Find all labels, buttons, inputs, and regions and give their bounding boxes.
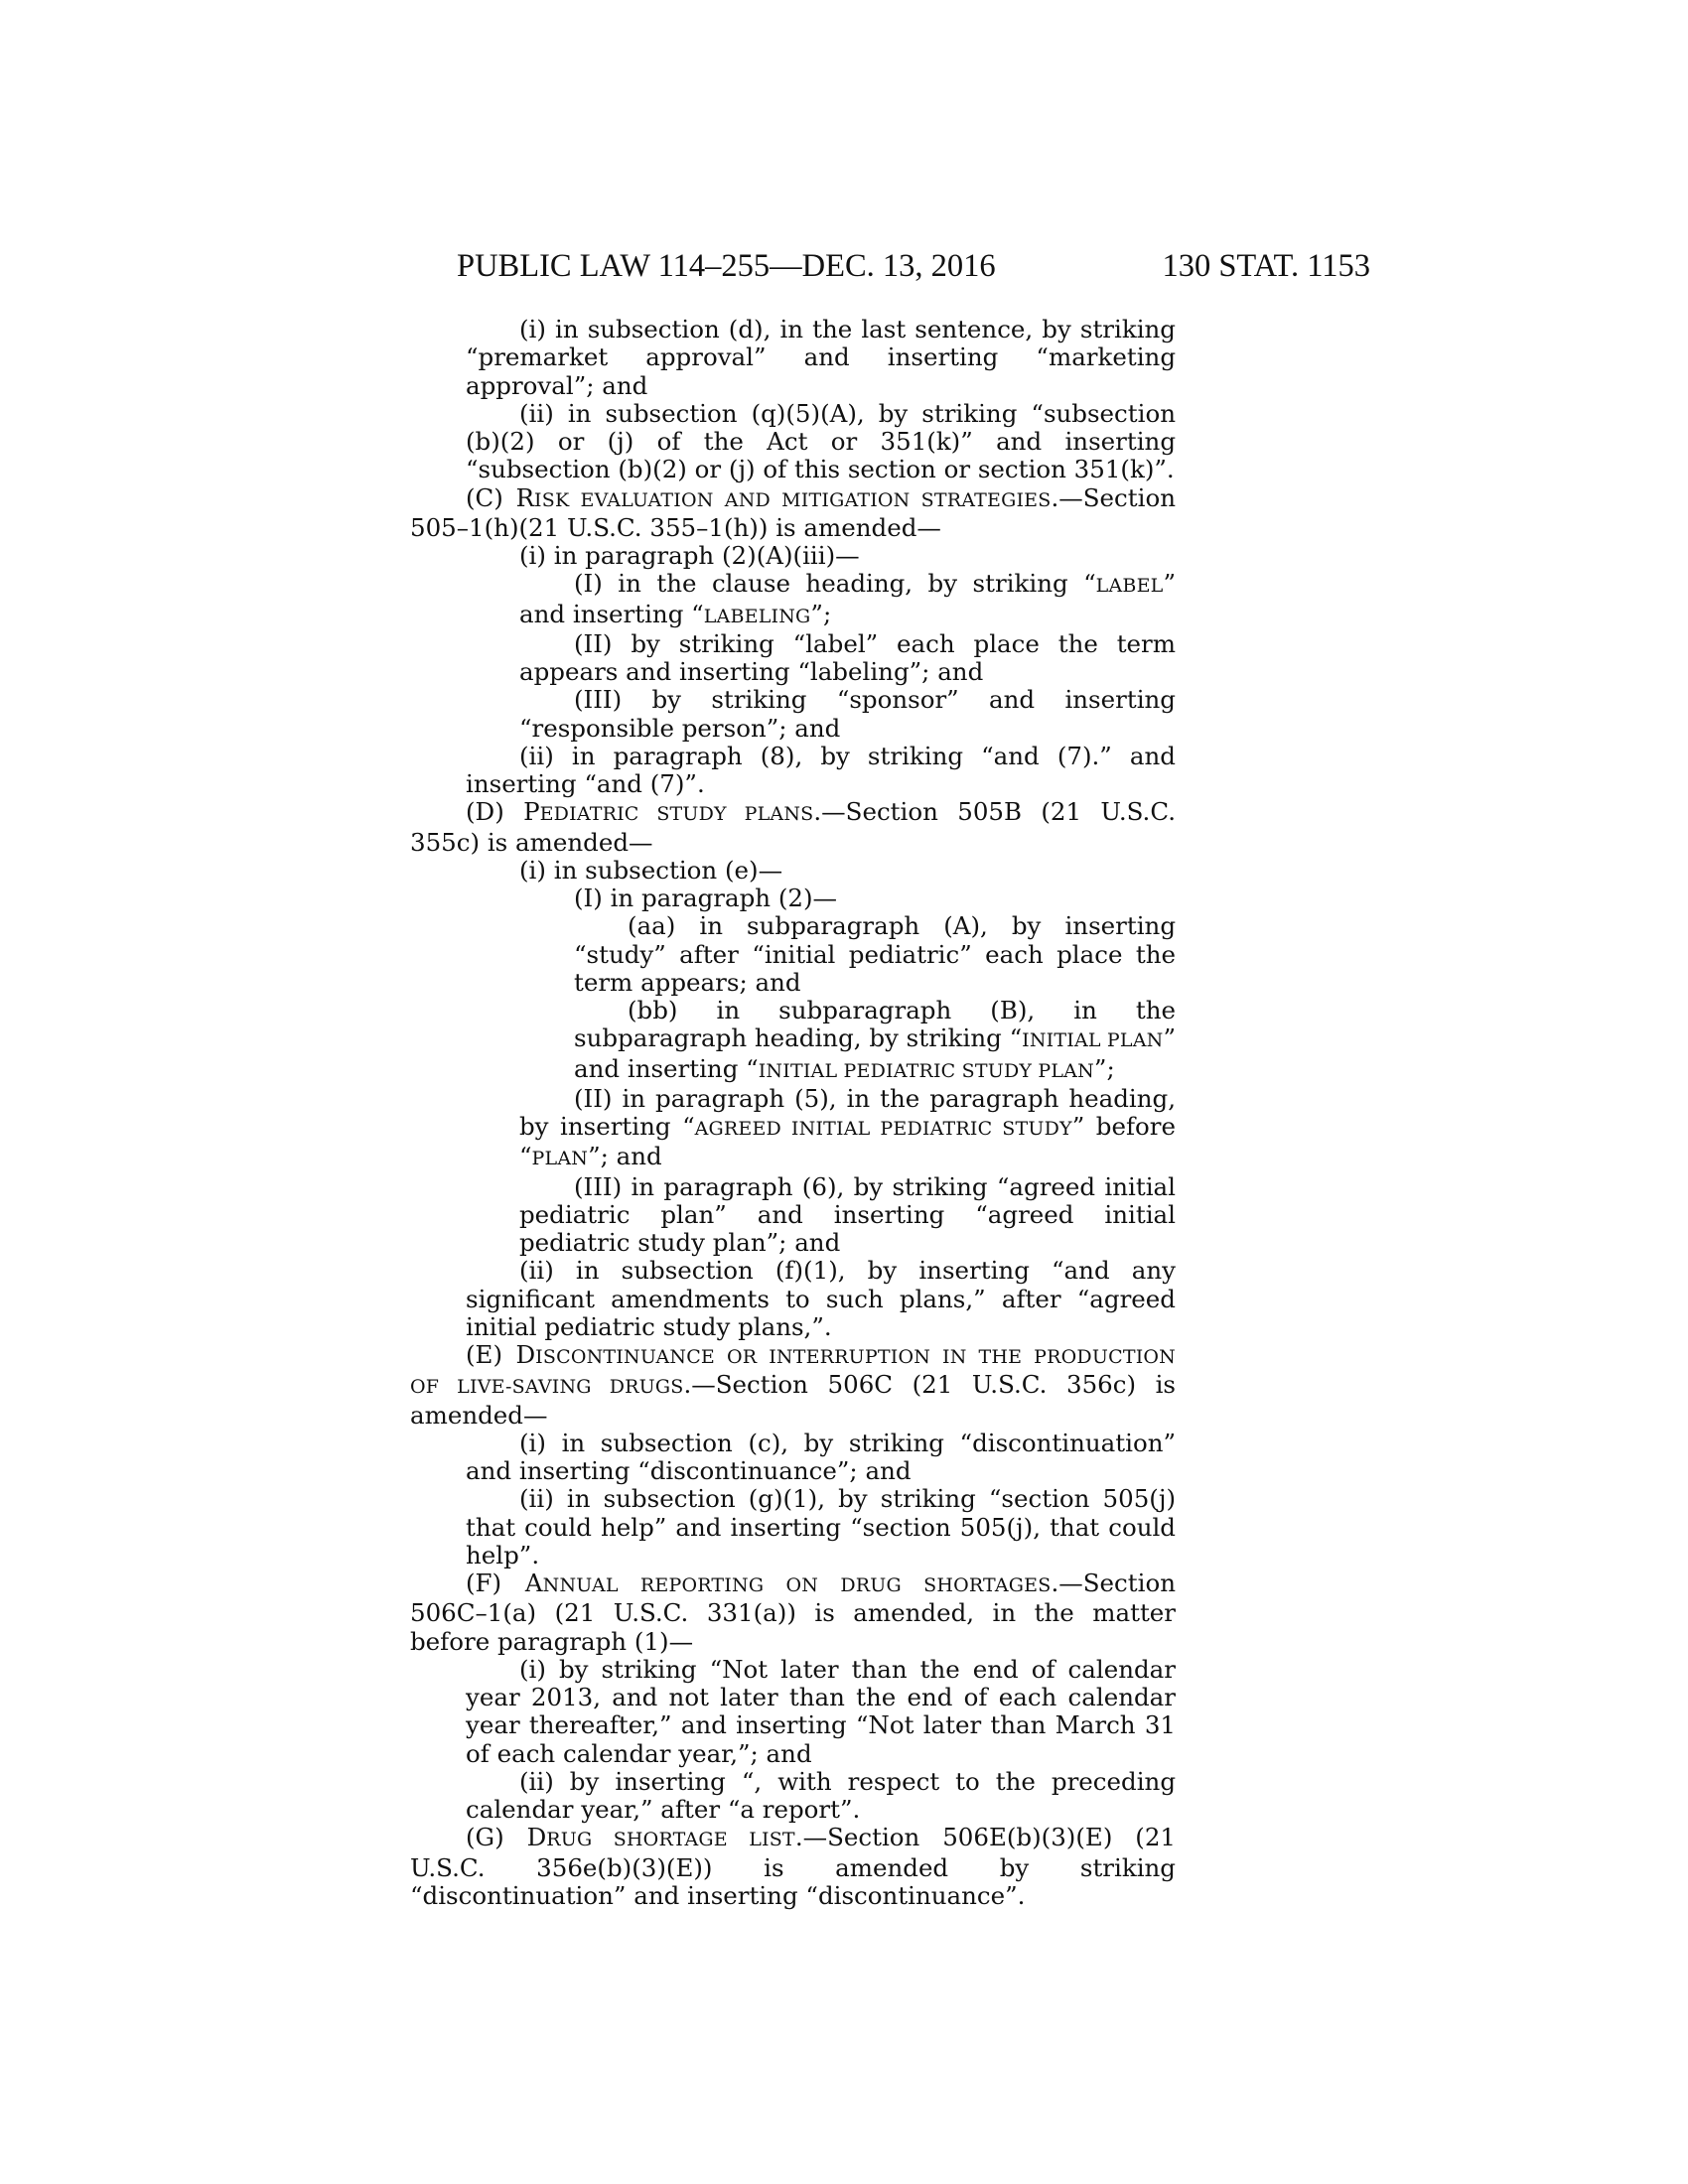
stat-page-number: 130 STAT. 1153: [1162, 248, 1370, 284]
text-run: (III) in paragraph (6), by striking “agreed initial pediatric plan” and inserting “agreed initial pediatric study plan”; and: [519, 1171, 1176, 1257]
subclause-III-paragraph-6: [410, 1173, 1176, 1258]
clause-ii-subsection-q: [410, 400, 1176, 484]
text-run: (F) A: [466, 1569, 543, 1597]
subpara-G-shortage-list: [410, 1824, 1176, 1910]
subclause-I-clause-heading: [410, 570, 1176, 630]
text-run: ” and inserting “: [574, 1024, 1177, 1083]
small-caps-text: PLAN: [531, 1148, 589, 1170]
subclause-III-sponsor: [410, 686, 1176, 743]
text-run: (ii) in subsection (q)(5)(A), by striking “subsection (b)(2) or (j) of the Act or 351(k)” and inserting “subsection (b)(2) or (j) of this section or section 351(k)”.: [466, 398, 1176, 484]
text-run: (ii) by inserting “, with respect to the preceding calendar year,” after “a report”.: [466, 1766, 1176, 1824]
item-aa: [410, 912, 1176, 997]
text-run: (II) by striking “label” each place the term appears and inserting “labeling”; and: [519, 628, 1176, 686]
small-caps-text: ISK EVALUATION AND MITIGATION STRATEGIES: [534, 488, 1052, 511]
text-run: (I) in paragraph (2)—: [574, 884, 838, 912]
clause-ii-subsection-g: [410, 1485, 1176, 1570]
clause-ii-inserting: [410, 1768, 1176, 1825]
text-run: (i) in subsection (e)—: [519, 855, 783, 885]
small-caps-text: LABELING: [703, 605, 811, 627]
clause-i-striking: [410, 1656, 1176, 1768]
text-run: .—Section 506E(b)(3)(E) (21 U.S.C. 356e(b)(3)(E)) is amended by striking “discontinuation” and inserting “discontinuance”.: [410, 1823, 1177, 1910]
small-caps-text: NNUAL REPORTING ON DRUG SHORTAGES: [542, 1574, 1052, 1596]
clause-ii-subsection-f: [410, 1257, 1176, 1341]
text-run: (i) in subsection (c), by striking “discontinuation” and inserting “discontinuance”; and: [466, 1428, 1176, 1485]
text-run: .—Section 506C–1(a) (21 U.S.C. 331(a)) is amended, in the matter before paragraph (1)—: [410, 1569, 1176, 1656]
text-run: (ii) in subsection (f)(1), by inserting “and any significant amendments to such plans,” after “agreed initial pediatric study plans,”.: [466, 1256, 1176, 1341]
small-caps-text: RUG SHORTAGE LIST: [546, 1829, 795, 1851]
text-run: (III) by striking “sponsor” and inserting “responsible person”; and: [519, 685, 1176, 743]
subclause-II-label: [410, 630, 1176, 687]
text-run: (i) in subsection (d), in the last sentence, by striking “premarket approval” and inserting “marketing approval”; and: [466, 315, 1176, 400]
text-run: .—Section 505B (21 U.S.C. 355c) is amended—: [410, 797, 1176, 857]
text-run: (D) P: [466, 797, 540, 827]
subclause-II-paragraph-5: [410, 1085, 1176, 1173]
small-caps-text: EDIATRIC STUDY PLANS: [539, 803, 814, 826]
clause-ii-paragraph-8: [410, 743, 1176, 799]
clause-i-subsection-c: [410, 1430, 1176, 1486]
small-caps-text: ISCONTINUANCE OR INTERRUPTION IN THE PRODUCTION OF LIVE-SAVING DRUGS: [410, 1346, 1176, 1399]
subpara-E-discontinuance: [410, 1341, 1176, 1430]
page-header: [457, 246, 1370, 286]
small-caps-text: AGREED INITIAL PEDIATRIC STUDY: [694, 1118, 1072, 1140]
text-run: ”;: [810, 599, 832, 628]
text-run: (bb) in subparagraph (B), in the subparagraph heading, by striking “: [574, 996, 1176, 1053]
text-run: (ii) in subsection (g)(1), by striking “section 505(j) that could help” and inserting “section 505(j), that could help”.: [466, 1484, 1176, 1570]
text-run: ” and inserting “: [519, 569, 1176, 628]
text-run: ” before “: [519, 1112, 1176, 1171]
document-body: [410, 316, 1176, 1910]
text-run: (G) D: [466, 1823, 547, 1852]
text-run: (i) in paragraph (2)(A)(iii)—: [519, 541, 860, 570]
text-run: .—Section 505–1(h)(21 U.S.C. 355–1(h)) is amended—: [410, 482, 1176, 542]
text-run: .—Section 506C (21 U.S.C. 356c) is amended—: [410, 1370, 1177, 1430]
subpara-C-risk-evaluation: [410, 484, 1176, 543]
subclause-I-paragraph-2: [410, 885, 1176, 912]
clause-i-subsection-e: [410, 857, 1176, 885]
subpara-D-pediatric: [410, 798, 1176, 857]
subpara-F-annual-reporting: [410, 1570, 1176, 1656]
clause-i-subsection-d: [410, 316, 1176, 400]
text-run: (II) in paragraph (5), in the paragraph heading, by inserting “: [519, 1083, 1176, 1141]
text-run: (E) D: [466, 1340, 536, 1369]
text-run: ”; and: [588, 1142, 662, 1171]
text-run: ”;: [1093, 1053, 1115, 1083]
small-caps-text: LABEL: [1095, 575, 1164, 598]
text-run: (aa) in subparagraph (A), by inserting “study” after “initial pediatric” each place the term appears; and: [574, 911, 1176, 997]
law-citation: PUBLIC LAW 114–255—DEC. 13, 2016: [457, 248, 996, 284]
small-caps-text: INITIAL PEDIATRIC STUDY PLAN: [758, 1059, 1094, 1082]
text-run: (C) R: [466, 482, 535, 512]
text-run: (I) in the clause heading, by striking “: [574, 569, 1096, 599]
item-bb: [410, 997, 1176, 1085]
small-caps-text: INITIAL PLAN: [1022, 1029, 1164, 1052]
text-run: (ii) in paragraph (8), by striking “and (7).” and inserting “and (7)”.: [466, 741, 1176, 798]
text-run: (i) by striking “Not later than the end of calendar year 2013, and not later than the end of each calendar year thereafter,” and inserting “Not later than March 31 of each calendar year,”; and: [466, 1654, 1176, 1768]
clause-i-paragraph-2: [410, 542, 1176, 570]
